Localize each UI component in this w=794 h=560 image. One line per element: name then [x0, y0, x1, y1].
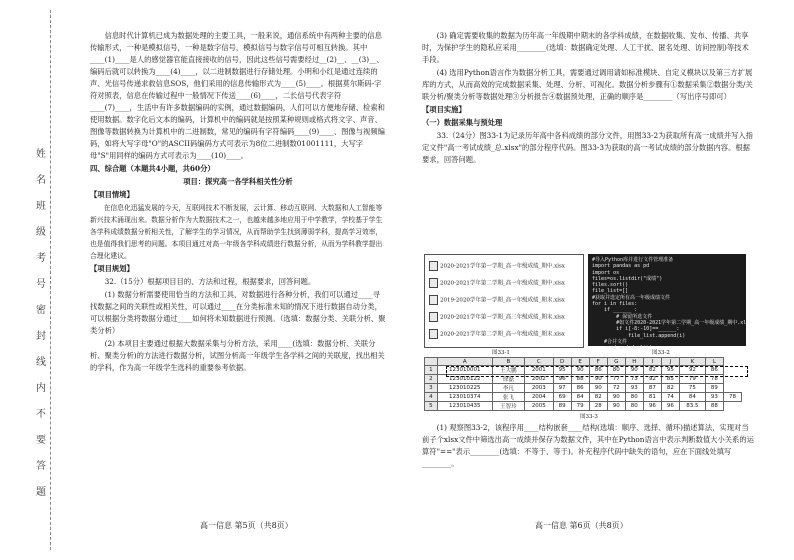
table-cell: 张飞 — [492, 393, 524, 402]
table-cell: 82 — [643, 366, 661, 375]
table-cell: 72 — [607, 384, 625, 393]
column-header: A — [437, 358, 492, 366]
table-cell: 82 — [661, 384, 679, 393]
file-name: 2019-2020学年第一学期_高一年级成绩_期末.xlsx — [440, 297, 565, 304]
right-page-bottom — [422, 422, 754, 471]
left-page — [90, 30, 386, 375]
table-cell: 2001 — [525, 366, 554, 375]
q32-part1: (1) 数据分析需要使用恰当的方法和工具，对数据进行各种分析，我们可以通过____寻找数据之间的关联性或相关性，可以通过____在分类标准未知的情况下进行数据自动分类，可以根据分类将数据分通过____如何将未知数据进行预测。（选填：数据分类、关联分析、聚类分析） — [90, 290, 386, 335]
binding-char: 答 — [36, 461, 46, 472]
table-cell: 80 — [625, 393, 643, 402]
row-header: 2 — [425, 375, 438, 384]
table-cell: 92 — [643, 375, 661, 384]
column-header: B — [492, 358, 524, 366]
table-cell: 87 — [643, 384, 661, 393]
table-cell: 28 — [589, 402, 607, 411]
table-cell: 王智玲 — [492, 402, 524, 411]
context-header: 【项目情境】 — [90, 190, 134, 199]
seal-line — [50, 10, 51, 550]
table-cell: 78 — [723, 393, 741, 402]
table-cell: 2005 — [525, 402, 554, 411]
table-cell: 90 — [625, 366, 643, 375]
table-cell: 79 — [679, 375, 705, 384]
column-header: C — [525, 358, 554, 366]
binding-char: 级 — [36, 227, 46, 238]
binding-char: 密 — [36, 305, 46, 316]
project-title: 项目：探究高一各学科相关性分析 — [183, 177, 293, 186]
table-cell: 90 — [589, 384, 607, 393]
table-cell: 97 — [553, 384, 571, 393]
table-cell: 79 — [571, 402, 589, 411]
left-footer: 高一信息 第5页（共8页） — [200, 521, 293, 530]
fig33-3-caption: 图33-3 — [580, 414, 598, 420]
impl-sub: （一）数据采集与预处理 — [422, 118, 503, 127]
column-header: J — [661, 358, 679, 366]
table-cell: 90 — [607, 402, 625, 411]
table-cell: 王大鹏 — [492, 366, 524, 375]
file-name: 2020-2021学年第一学期_高一年级成绩_期中.xlsx — [440, 263, 565, 270]
q32-part3: (3) 确定需要收集的数据为历年高一年级期中期末的各学科成绩，在数据收集、发布、传播、共享时，为保护学生的隐私应采用________(选填：数据确定处理、人工干扰、匿名处理、访问控制)等技术手段。 — [422, 31, 749, 64]
table-cell: 2003 — [525, 384, 554, 393]
q32-part2: (2) 本项目主要通过根据大数据采集与分析方法，采用____(选填：数据分析、关联分析、聚类分析)的方法进行数据分析，试图分析高一年级学生各学科之间的关联度，找出相关的学科，作为高一年级学生选科的重要参考依据。 — [90, 339, 385, 372]
context-paragraph: 在信息化迅猛发展的今天，互联网技术不断发展，云计算、移动互联网、大数据和人工智能等新兴技术涌现出来。数据分析作为大数据技术之一，也越来越多地应用于中学教学，学校基于学生各学科成绩数据分析相关性，了解学生的学习情况，从而帮助学生找到薄弱学科，提高学习效率，也是值得我们思考的问题。本项目通过对高一年级各学科成绩进行数据分析，从而为学科教学提出合理化建议。 — [90, 204, 383, 260]
binding-char: 封 — [36, 331, 46, 342]
table-cell: 96 — [661, 402, 679, 411]
excel-file-icon — [429, 278, 438, 288]
table-cell: 86 — [571, 384, 589, 393]
excel-file-icon — [429, 312, 438, 322]
binding-char: 线 — [36, 357, 46, 368]
table-cell: 77 — [607, 375, 625, 384]
binding-char: 不 — [36, 409, 46, 420]
row-header: 5 — [425, 402, 438, 411]
table-cell: 69 — [553, 393, 571, 402]
binding-char: 姓 — [36, 149, 46, 160]
binding-char: 名 — [36, 175, 46, 186]
binding-char: 班 — [36, 201, 46, 212]
file-list-figure — [424, 254, 584, 348]
table-cell: 74 — [661, 393, 679, 402]
excel-file-icon — [429, 295, 438, 305]
plan-header: 【项目规划】 — [90, 264, 134, 273]
section-title: 四、综合题（本题共4小题，共60分） — [90, 164, 215, 173]
table-cell: 95 — [661, 366, 679, 375]
table-cell: 86 — [589, 366, 607, 375]
excel-file-icon — [429, 261, 438, 271]
column-header: L — [705, 358, 723, 366]
file-item[interactable] — [429, 295, 565, 305]
column-header: F — [589, 358, 607, 366]
table-cell: 92 — [679, 366, 705, 375]
column-header: E — [571, 358, 589, 366]
table-cell: 90 — [589, 375, 607, 384]
table-cell: 90 — [607, 393, 625, 402]
table-cell: 123010374 — [437, 393, 492, 402]
binding-char: 要 — [36, 435, 46, 446]
table-cell: 2004 — [525, 393, 554, 402]
table-cell: 123010435 — [437, 402, 492, 411]
table-cell: 徐磊 — [492, 375, 524, 384]
binding-char: 内 — [36, 383, 46, 394]
table-cell: 123010001 — [437, 366, 492, 375]
column-header: K — [679, 358, 705, 366]
column-header: H — [625, 358, 643, 366]
table-cell: 88 — [571, 375, 589, 384]
table-cell: 88 — [705, 402, 723, 411]
table-cell: 2002 — [525, 375, 554, 384]
q33-stem: 33.（24分）图33-1为记录历年高中各科成绩的部分文件，用图33-2为获取所有高一成绩并写入指定文件"高一考试成绩_总.xlsx"的部分程序代码。图33-3为获取的高一考试成绩的部分数据内容。根据要求，回答问题。 — [422, 131, 753, 164]
column-header — [425, 358, 438, 366]
column-header: G — [607, 358, 625, 366]
file-item[interactable] — [429, 278, 565, 288]
table-row — [425, 402, 742, 411]
q32-part4: (4) 选用Python语言作为数据分析工具，需要通过调用请如标准模块、自定义模块以及第三方扩展库的方式，从而高效的完成数据采集、处理、分析、可视化。数据分析步骤有①数据采集②数据分类/关联分析/聚类分析等数据处理③分析报告④数据预处理，正确的顺序是________（写出序号即可） — [422, 68, 753, 101]
table-cell: 75 — [679, 384, 705, 393]
right-footer: 高一信息 第6页（共8页） — [535, 521, 628, 530]
table-cell: 90 — [571, 366, 589, 375]
table-cell: 81 — [643, 393, 661, 402]
file-name: 2020-2021学年第二学期_高一年级成绩_期中.xlsx — [440, 280, 565, 287]
table-cell: 85 — [661, 375, 679, 384]
table-cell: 89 — [553, 402, 571, 411]
table-cell: 84 — [679, 393, 705, 402]
table-cell: 93 — [705, 393, 723, 402]
table-cell: 80 — [607, 366, 625, 375]
q32-stem: 32.（15分）根据项目目的、方法和过程，根据要求，回答问题。 — [104, 277, 316, 286]
table-cell: 96 — [643, 402, 661, 411]
row-header: 4 — [425, 393, 438, 402]
table-cell: 123010225 — [437, 384, 492, 393]
row-header: 1 — [425, 366, 438, 375]
q33-part1: (1) 观察图33-2，该程序用____结构嵌套____结构(选填：顺序、选择、循环)描述算法，实现对当前子个xlsx文件中筛选出高一成绩并保存为数据文件，其中在Python语言中表示判断数值大小关系的运算符"=="表示________(选填：不等于、等于)。补充程序代码中缺失的语句，应在下面线处填写________。 — [422, 423, 754, 468]
table-cell: 80 — [625, 402, 643, 411]
table-cell: 李凡 — [492, 384, 524, 393]
binding-strip — [0, 0, 64, 560]
table-cell: 83.5 — [679, 402, 705, 411]
impl-header: 【项目实施】 — [422, 105, 466, 114]
code-figure: #导入Python库并进行文件管理准备 import pandas as pd import os files=os.listdir("成绩") files.sort() file_list=[] #获取并选定所有高一年级成绩文件 for i in files: if ______ : # 保留所选文件 #如文件2020-2021学年第二学期_高一年级成绩_期中.xlsx if i[-8:-10]==______: file_list.append(i) #合并文件 read_and_deal(i) — [588, 254, 746, 346]
table-row — [425, 393, 742, 402]
table-cell: 96 — [553, 375, 571, 384]
table-cell: 84 — [571, 393, 589, 402]
table-row — [425, 384, 742, 393]
right-page — [422, 30, 754, 167]
binding-char: 考 — [36, 253, 46, 264]
column-header: I — [643, 358, 661, 366]
excel-file-icon — [429, 329, 438, 339]
table-cell: 123010122 — [437, 375, 492, 384]
file-name: 2020-2021学年第一学期_高三年级成绩_期末.xlsx — [440, 314, 565, 321]
binding-char: 题 — [36, 487, 46, 498]
table-cell: 86 — [705, 366, 723, 375]
table-cell: 78 — [705, 375, 723, 384]
file-item[interactable] — [429, 261, 565, 271]
selection-box — [446, 366, 748, 377]
file-item[interactable] — [429, 329, 565, 339]
column-header: D — [553, 358, 571, 366]
table-cell: 82 — [589, 393, 607, 402]
table-cell: 95 — [553, 366, 571, 375]
intro-paragraph: 信息时代计算机已成为数据处理的主要工具，一般来说，通信系统中有两种主要的信息传输形式，一种是模拟信号，一种是数字信号，模拟信号与数字信号可相互转换。其中____(1)____是人的感觉器官能直接接收的信号，因此这些信号需要经过__(2)__、__(3)__、编码后就可以转换为____(4)____，以二进制数据进行存储处理。小明和小红是通过连续的声、光信号传递求救信息SOS，他们采用的信息传输形式为____(5)____。根据莫尔斯码-字符对照表，信息在传输过程中一般情况下传送____(6)____，二长信号代表字符____(7)____，生活中有许多数据编码的实例，通过数据编码，人们可以方便地存储、检索和使用数据。数字化后文本的编码，计算机中的编码就是按照某种规则或格式将文字、声音、图像等数据转换为计算机中的二进制数，常见的编码有字符编码____(9)____、图像与视频编码，如将大写字母"O"的ASCII码编码方式可表示为8位二进制数01001111，大写字母"S"用同样的编码方式可表示为____(10)____。 — [90, 31, 385, 160]
fig33-1-caption: 图33-1 — [492, 350, 510, 356]
file-item[interactable] — [429, 312, 565, 322]
table-cell: 93 — [625, 384, 643, 393]
fig33-2-caption: 图33-2 — [652, 350, 670, 356]
binding-char: 号 — [36, 279, 46, 290]
table-cell: 89 — [705, 384, 723, 393]
file-name: 2020-2021学年第二学期_高一年级成绩_期末.xlsx — [440, 331, 565, 338]
table-cell: 73 — [625, 375, 643, 384]
row-header: 3 — [425, 384, 438, 393]
